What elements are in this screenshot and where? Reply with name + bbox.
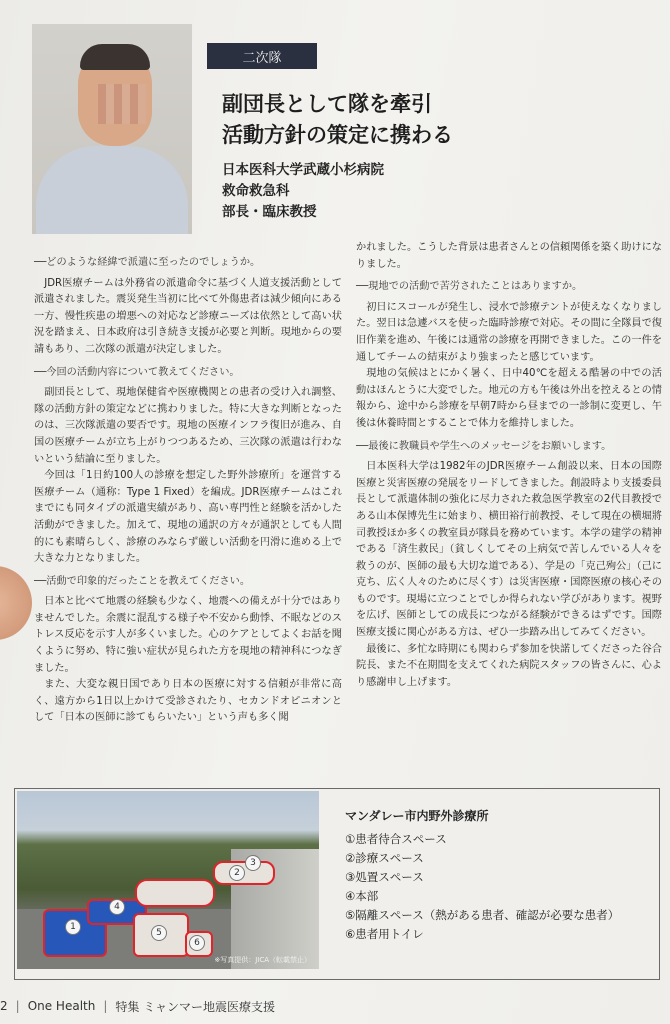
footer-divider: | [103, 999, 108, 1013]
question-4: ──現地での活動で苦労されたことはありますか。 [356, 281, 583, 293]
portrait-photo [32, 24, 192, 234]
tent-3 [135, 879, 215, 907]
right-column [356, 240, 662, 691]
legend-item: ②診療スペース [345, 851, 424, 865]
finger-thumb [0, 566, 32, 640]
marker-5: 5 [151, 925, 167, 941]
answer-5a: 日本医科大学は1982年のJDR医療チーム創設以来、日本の国際医療と災害医療の発展をリードしてきました。創設時より支援委員長として派遣体制の強化に尽力された救急医学教室の2代目教授である山本保博先生に始まり、横田裕行前教授、そして現在の横堀將司教授ほか多くの教室員が隊員を務めています。本学の建学の精神である「済生救民」（貧しくしてその上病気で苦しんでいる人々を救うのが、医師の最も大切な道である）、学是の「克己殉公」（己に克ち、広く人々のために尽くす）は災害医療・国際医療の核心そのものです。現場に立つことでしか得られない学びがあります。視野を広げ、医師としての成長につながる経験ができるはずです。国際医療支援に関心がある方は、ぜひ一歩踏み出してみてください。 [356, 461, 662, 639]
question-2: ──今回の活動内容について教えてください。 [34, 366, 240, 378]
question-5: ──最後に教職員や学生へのメッセージをお願いします。 [356, 440, 612, 452]
answer-3a: 日本と比べて地震の経験も少なく、地震への備えが十分ではありませんでした。余震に混乱する様子や不安から動悸、不眠などのストレス反応を示す人が多くいました。心のケアとしてよくお話を聞くように努め、特に強い症状が見られた方を現地の精神科につなぎました。 [34, 596, 342, 674]
answer-4b: 現地の気候はとにかく暑く、日中40℃を超える酷暑の中での活動はほんとうに大変でした。地元の方も午後は外出を控えるとの情報から、途中から診療を早朝7時から昼までの一診制に変更し、午後は休養時間とすることで体力を維持しました。 [356, 368, 662, 429]
answer-5b: 最後に、多忙な時期にも関わらず参加を快諾してくださった谷合院長、また不在期間を支えてくれた病院スタッフの皆さんに、心より感謝申し上げます。 [356, 643, 662, 688]
page-footer [0, 992, 670, 1020]
photo-credit: ※写真提供：JICA（転載禁止） [214, 956, 311, 964]
headline-line-2: 活動方針の策定に携わる [222, 122, 453, 147]
magazine-name: One Health [27, 999, 96, 1013]
legend-item: ①患者待合スペース [345, 832, 447, 846]
legend-item: ④本部 [345, 889, 379, 903]
legend-item: ⑥患者用トイレ [345, 927, 424, 941]
marker-6: 6 [189, 935, 205, 951]
portrait-hair [80, 44, 150, 70]
affiliation-title: 部長・臨床教授 [222, 204, 317, 220]
answer-3-continued: かれました。こうした背景は患者さんとの信頼関係を築く助けになりました。 [356, 242, 662, 270]
marker-1: 1 [65, 919, 81, 935]
marker-2: 2 [229, 865, 245, 881]
legend-item: ⑤隔離スペース（熱がある患者、確認が必要な患者） [345, 908, 620, 922]
marker-3: 3 [245, 855, 261, 871]
answer-1: JDR医療チームは外務省の派遣命令に基づく人道支援活動として派遣されました。震災発生当初に比べて外傷患者は減少傾向にある一方、慢性疾患の増悪への対応など診療ニーズは依然として高い状況を踏まえ、日本政府は引き続き支援が必要と判断。現地からの要請もあり、二次隊の派遣が決定しました。 [34, 277, 342, 355]
portrait-shirt [36, 146, 188, 234]
left-column [34, 255, 342, 727]
affiliation-hospital: 日本医科大学武蔵小杉病院 [222, 162, 384, 178]
headline-line-1: 副団長として隊を牽引 [222, 91, 432, 116]
answer-2a: 副団長として、現地保健省や医療機関との患者の受け入れ調整、隊の活動方針の策定などに携わりました。特に大きな判断となったのは、三次隊派遣の要否です。現地の医療インフラ復旧が進み、自国の医療チームが立ち上がりつつあるため、三次隊の派遣は行わないという結論に至りました。 [34, 387, 342, 465]
aerial-photo [17, 791, 319, 969]
page-number: 2 [0, 999, 8, 1013]
legend-title: マンダレー市内野外診療所 [345, 809, 489, 823]
answer-2b: 今回は「1日約100人の診療を想定した野外診療所」を運営する医療チーム（通称：Type 1 Fixed）を編成。JDR医療チームはこれまでにも同タイプの派遣実績があり、高い専門性と経験を活かした活動ができました。加えて、現地の通訳の方々が通訳としても人間的にも素晴らしく、診療のみならず厳しい活動を円滑に進める上で大きな力となりました。 [34, 470, 342, 565]
figure-legend [345, 807, 645, 944]
affiliation-department: 救命救急科 [222, 183, 290, 199]
section-name: 特集 ミャンマー地震医療支援 [115, 999, 275, 1014]
face-mosaic [98, 84, 146, 124]
footer-divider: | [15, 999, 20, 1013]
clinic-figure-box [14, 788, 660, 980]
answer-4a: 初日にスコールが発生し、浸水で診療テントが使えなくなりました。翌日は急遽バスを使った臨時診療で対応。その間に全隊員で復旧作業を進め、午後には通常の診療を再開できました。この一件を通してチームの結束がより強まったと感じています。 [356, 301, 662, 363]
question-3: ──活動で印象的だったことを教えてください。 [34, 575, 251, 587]
legend-item: ③処置スペース [345, 870, 424, 884]
answer-3b: また、大変な親日国であり日本の医療に対する信頼が非常に高く、遠方から1日以上かけて受診されたり、セカンドオピニオンとして「日本の医師に診てもらいたい」という声も多く聞 [34, 679, 342, 724]
section-badge: 二次隊 [207, 43, 317, 69]
author-affiliation [222, 160, 582, 223]
question-1: ──どのような経緯で派遣に至ったのでしょうか。 [34, 257, 261, 268]
article-headline [222, 88, 602, 150]
marker-4: 4 [109, 899, 125, 915]
